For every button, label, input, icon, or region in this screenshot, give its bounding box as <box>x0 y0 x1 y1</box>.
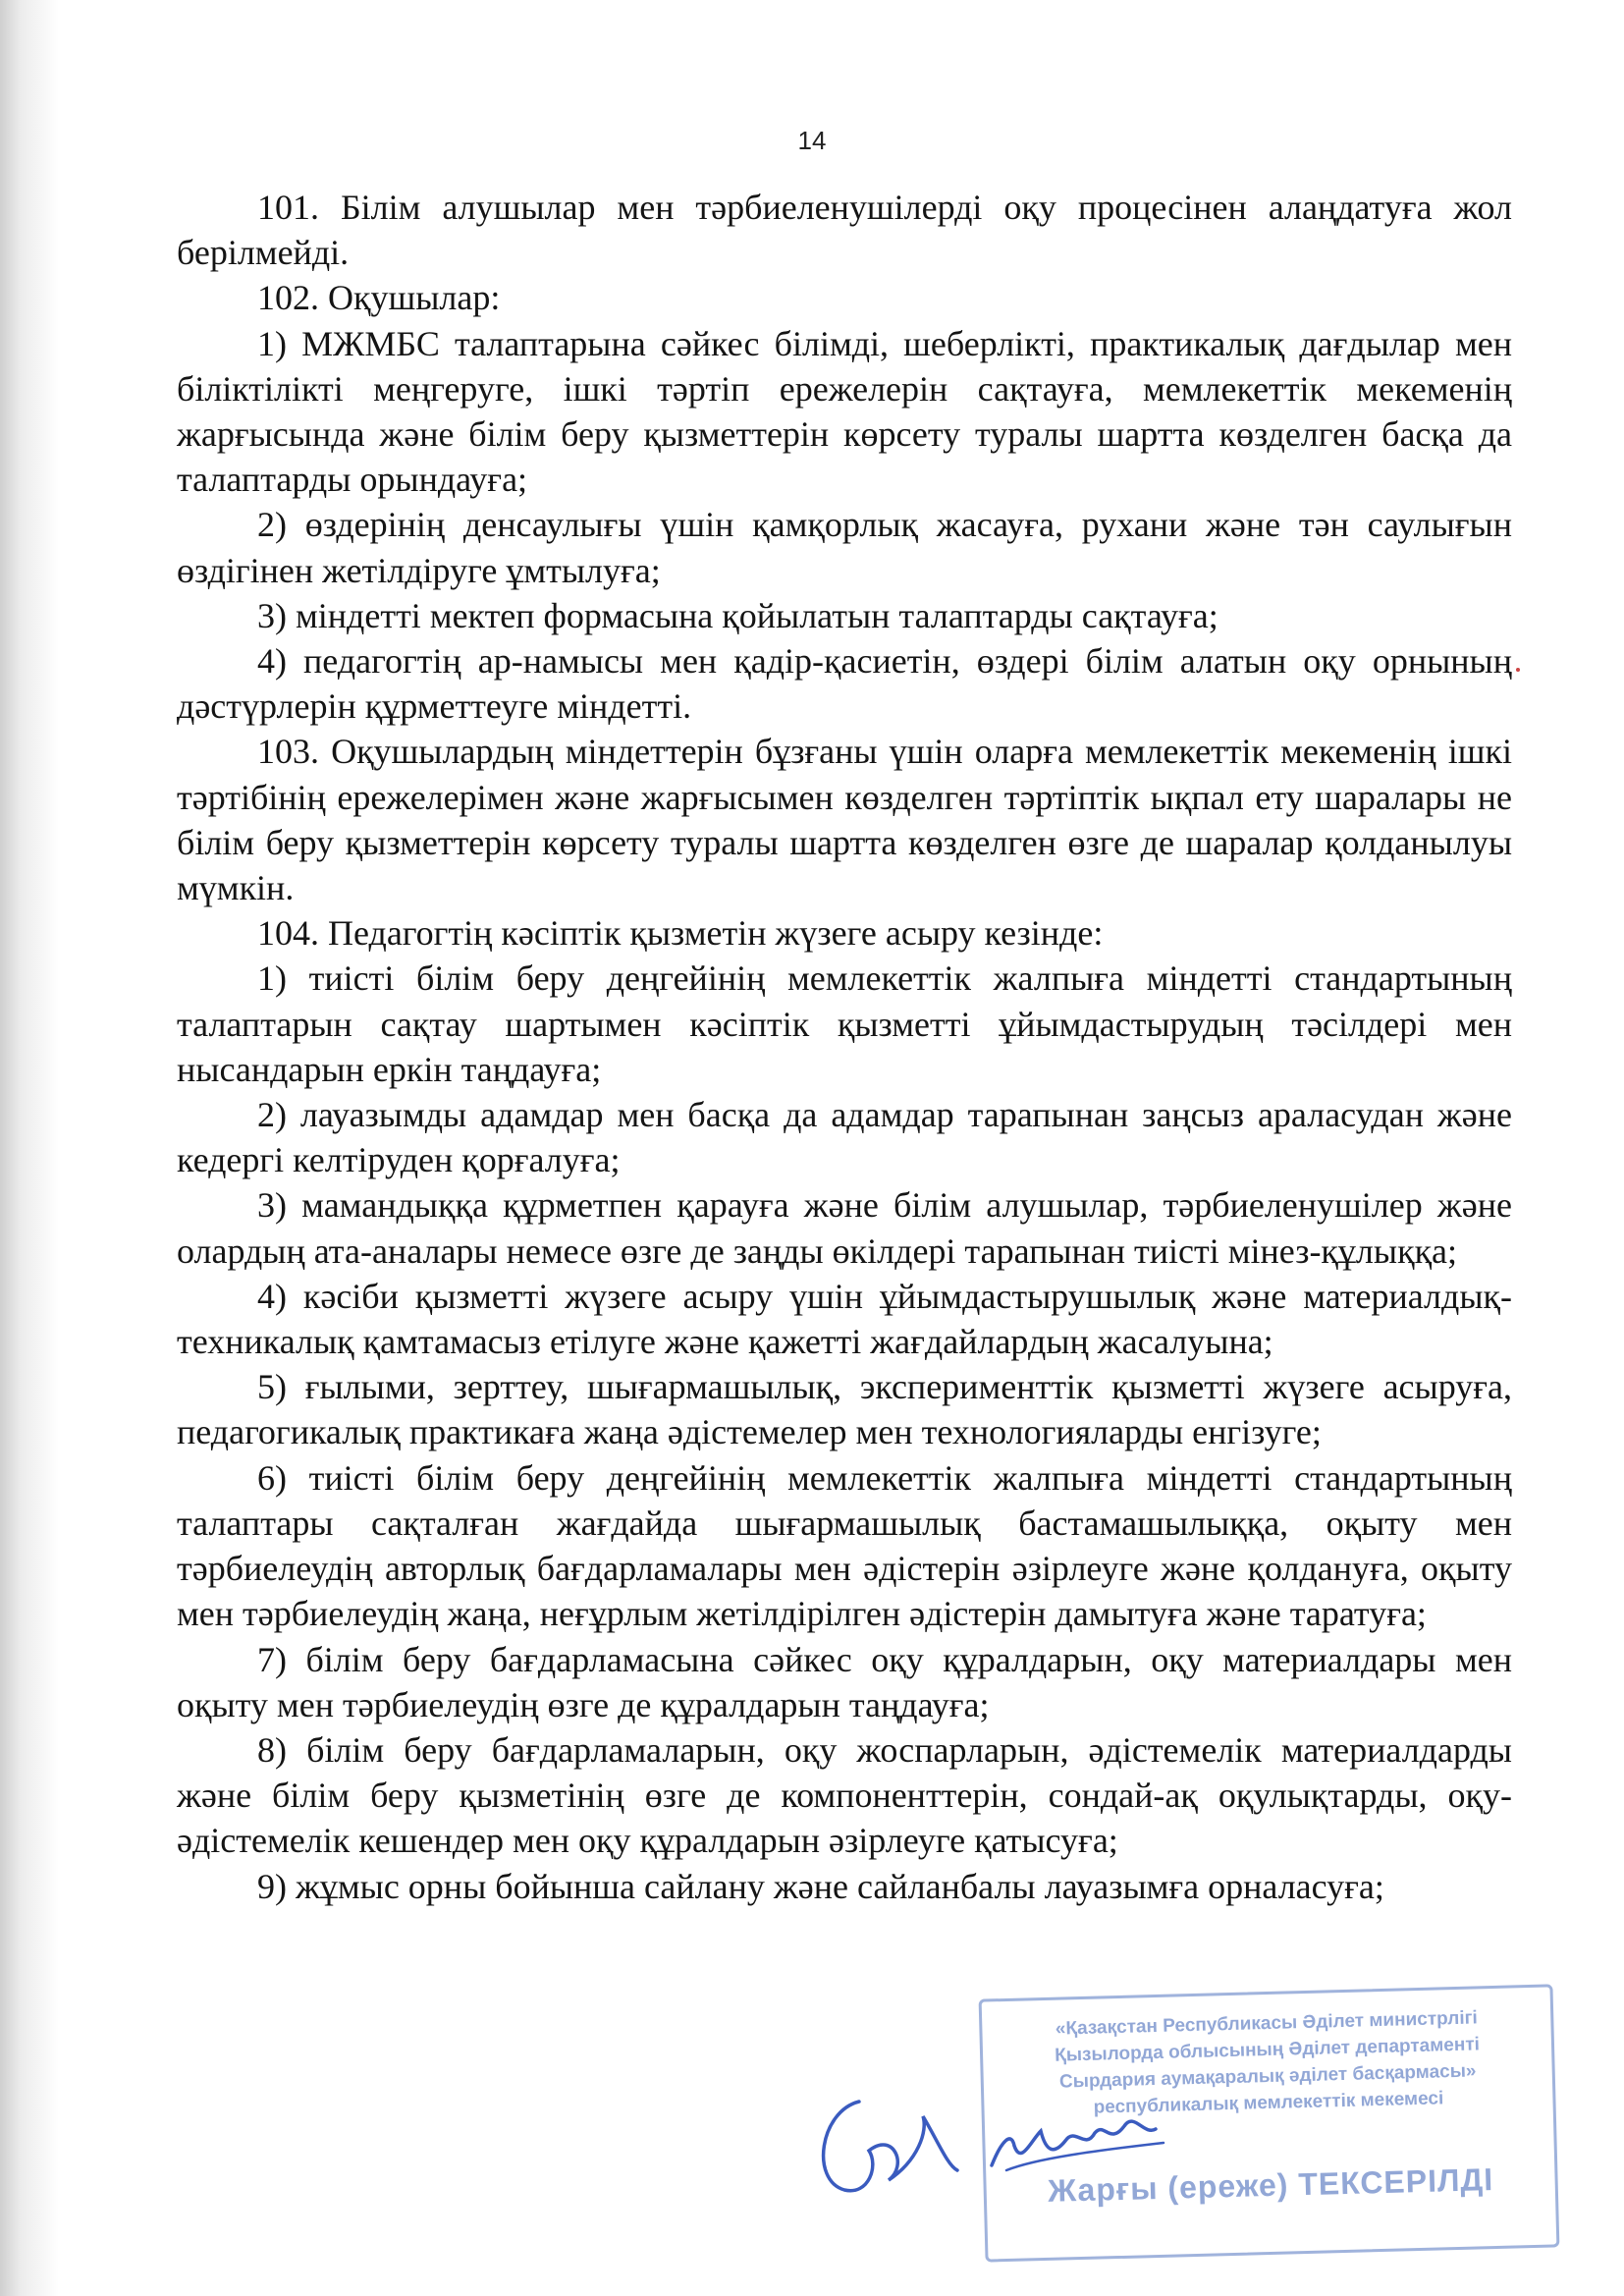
paragraph-101: 101. Білім алушылар мен тәрбиеленушілерді оқу процесінен алаңдатуға жол берілмейді. <box>177 188 1512 273</box>
paragraph-102-item-2: 2) өздерінің денсаулығы үшін қамқорлық жасауға, рухани және тән саулығын өздігінен жетілдіруге ұмтылуға; <box>177 505 1512 590</box>
stamp-line: Қызылорда облысының Әділет департаменті <box>1054 2034 1481 2066</box>
paragraph-104-item-4: 4) кәсіби қызметті жүзеге асыру үшін ұйымдастырушылық және материалдық-техникалық қамтамасыз етілуге және қажетті жағдайлардың жасалуына; <box>177 1276 1512 1362</box>
paragraph-104-item-6: 6) тиісті білім беру деңгейінің мемлекеттік жалпыға міндетті стандартының талаптары сақталған жағдайда шығармашылық бастамашылыққа, оқыту мен тәрбиелеудің авторлық бағдарламалары мен әдістерін әзірлеуге және қолдануға, оқыту мен тәрбиелеудің жаңа, неғұрлым жетілдірілген әдістерін дамытуға және таратуға; <box>177 1457 1512 1634</box>
paragraph-104-item-1: 1) тиісті білім беру деңгейінің мемлекеттік жалпыға міндетті стандартының талаптарын сақтау шартымен кәсіптік қызметті ұйымдастырудың тәсілдері мен нысандарын еркін таңдауға; <box>177 958 1512 1089</box>
paragraph-102: 102. Оқушылар: <box>257 278 501 318</box>
scan-edge-shadow <box>0 0 59 2296</box>
paragraph-104-item-3: 3) мамандыққа құрметпен қарауға және білім алушылар, тәрбиеленушілер және олардың ата-аналары немесе өзге де заңды өкілдері тарапынан тиісті мінез-құлыққа; <box>177 1185 1512 1271</box>
scan-mark-dot <box>1516 668 1520 672</box>
paragraph-104-item-5: 5) ғылыми, зерттеу, шығармашылық, эксперименттік қызметті жүзеге асыруға, педагогикалық практикаға жаңа әдістемелер мен технологияларды енгізуге; <box>177 1367 1512 1452</box>
page-number: 14 <box>797 126 827 155</box>
paragraph-102-item-1: 1) МЖМБС талаптарына сәйкес білімді, шеберлікті, практикалық дағдылар мен біліктілікті меңгеруге, ішкі тәртіп ережелерін сақтауға, мемлекеттік мекеменің жарғысында және білім беру қызметтерін көрсету туралы шартта көзделген басқа да талаптарды орындауға; <box>177 323 1512 500</box>
stamp-verified-text: Жарғы (ереже) ТЕКСЕРІЛДІ <box>1047 2161 1494 2209</box>
paragraph-104-item-9: 9) жұмыс орны бойынша сайлану және сайланбалы лауазымға орналасуға; <box>257 1866 1384 1906</box>
stamp-line: республикалық мемлекеттік мекемесі <box>1093 2088 1444 2118</box>
signature-icon <box>800 2072 1173 2219</box>
paragraph-103: 103. Оқушылардың міндеттерін бұзғаны үшін оларға мемлекеттік мекеменің ішкі тәртібінің ережелерімен және жарғысымен көзделген тәртіптік ықпал ету шаралары не білім беру қызметтерін көрсету туралы шартта көзделген өзге де шаралар қолданылуы мүмкін. <box>177 732 1512 908</box>
document-body <box>177 185 1512 1909</box>
stamp-line: Сырдария аумақаралық әділет басқармасы» <box>1058 2060 1477 2093</box>
stamp-line: «Қазақстан Республикасы Әділет министрлігі <box>1055 2007 1479 2040</box>
paragraph-104-item-7: 7) білім беру бағдарламасына сәйкес оқу құралдарын, оқу материалдары мен оқыту мен тәрбиелеудің өзге де құралдарын таңдауға; <box>177 1639 1512 1724</box>
paragraph-102-item-4: 4) педагогтің ар-намысы мен қадір-қасиетін, өздері білім алатын оқу орнының дәстүрлерін құрметтеуге міндетті. <box>177 641 1512 727</box>
paragraph-102-item-3: 3) міндетті мектеп формасына қойылатын талаптарды сақтауға; <box>257 595 1218 635</box>
paragraph-104-item-8: 8) білім беру бағдарламаларын, оқу жоспарларын, әдістемелік материалдарды және білім беру қызметінің өзге де компоненттерін, сондай-ақ оқулықтарды, оқу-әдістемелік кешендер мен оқу құралдарын әзірлеуге қатысуға; <box>177 1729 1512 1861</box>
paragraph-104-item-2: 2) лауазымды адамдар мен басқа да адамдар тарапынан заңсыз араласудан және кедергі келтіруден қорғалуға; <box>177 1095 1512 1180</box>
paragraph-104: 104. Педагогтің кәсіптік қызметін жүзеге асыру кезінде: <box>257 913 1104 954</box>
